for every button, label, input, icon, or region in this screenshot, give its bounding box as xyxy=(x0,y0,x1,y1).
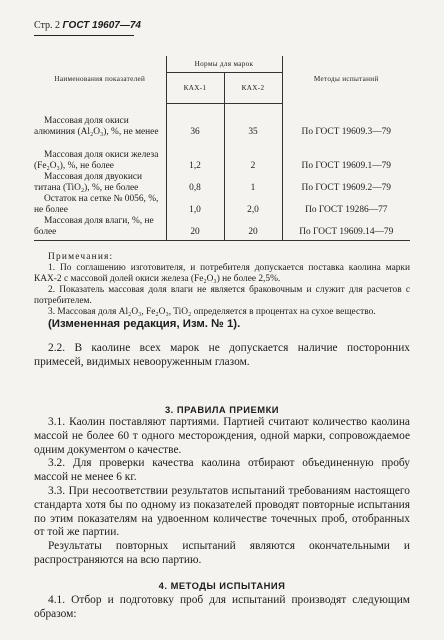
section-4-heading: 4. МЕТОДЫ ИСПЫТАНИЯ xyxy=(158,580,286,591)
norms-table xyxy=(34,56,410,241)
table-row xyxy=(34,138,410,172)
table-row xyxy=(34,172,410,194)
row-value-kax2: 2,0 xyxy=(224,194,282,216)
section-4-body xyxy=(34,594,410,622)
notes-title: Примечания: xyxy=(48,252,114,262)
col-header-kax1: КАХ-1 xyxy=(166,73,224,104)
row-value-kax2: 1 xyxy=(224,172,282,194)
paragraph-3-1: 3.1. Каолин поставляют партиями. Партией считают количество каолина массой не более 60 т одного месторождения, одной марки, сопровождаемое одним документом о качестве. xyxy=(34,416,410,456)
note-3: 3. Массовая доля Al₂O₃, Fe₂O₃, TiO₂ определяется в процентах на сухое вещество. xyxy=(48,307,376,317)
row-value-kax2: 2 xyxy=(224,138,282,172)
page-header xyxy=(34,20,141,31)
col-header-kax2: КАХ-2 xyxy=(224,73,282,104)
page-number: Стр. 2 xyxy=(34,20,61,31)
col-header-norms: Нормы для марок xyxy=(166,56,282,73)
row-method: По ГОСТ 19286—77 xyxy=(305,205,388,215)
gost-number: ГОСТ 19607—74 xyxy=(62,20,141,31)
row-method: По ГОСТ 19609.1—79 xyxy=(301,161,391,171)
row-name: Массовая доля окиси алюминия (Al₂O₃), %, не менее xyxy=(34,116,159,137)
paragraph-3-3-results: Результаты повторных испытаний являются окончательными и распространяются на всю партию. xyxy=(34,540,410,566)
paragraph-4-1: 4.1. Отбор и подготовку проб для испытаний производят следующим образом: xyxy=(34,594,410,620)
section-3-body xyxy=(34,416,410,568)
note-1: 1. По соглашению изготовителя, и потребителя допускается поставка каолина марки КАХ-2 с массовой долей окиси железа (Fe₂O₃) не более 2,5%. xyxy=(34,263,410,284)
row-value-kax2: 20 xyxy=(224,216,282,241)
notes-block xyxy=(34,252,410,318)
row-value-kax1: 1,0 xyxy=(166,194,224,216)
row-name: Массовая доля двуокиси титана (TiO₂), %, не более xyxy=(34,172,143,193)
row-name: Остаток на сетке № 0056, %, не более xyxy=(34,194,159,215)
table-row xyxy=(34,194,410,216)
paragraph-2-2 xyxy=(34,342,410,370)
paragraph-2-2-text: 2.2. В каолине всех марок не допускается наличие посторонних примесей, видимых невооруженным глазом. xyxy=(34,342,410,368)
edition-note xyxy=(34,318,410,332)
edition-text: (Измененная редакция, Изм. № 1). xyxy=(48,318,241,330)
note-2: 2. Показатель массовая доля влаги не является браковочным и служит для расчетов с потребителем. xyxy=(34,285,410,306)
section-3-heading: 3. ПРАВИЛА ПРИЕМКИ xyxy=(164,404,280,415)
row-method: По ГОСТ 19609.14—79 xyxy=(282,216,410,241)
header-rule xyxy=(34,35,134,36)
paragraph-3-3: 3.3. При несоответствии результатов испытаний требованиям настоящего стандарта хотя бы по одному из показателей проводят повторные испытания по этим показателям на удвоенном количестве точечных проб, отобранных от той же партии. xyxy=(34,484,410,539)
col-header-methods: Методы испытаний xyxy=(313,75,379,84)
table-row xyxy=(34,104,410,139)
table-row xyxy=(34,216,410,241)
row-value-kax1: 1,2 xyxy=(166,138,224,172)
row-value-kax1: 36 xyxy=(166,104,224,139)
row-method: По ГОСТ 19609.2—79 xyxy=(301,183,391,193)
row-value-kax2: 35 xyxy=(224,104,282,139)
row-value-kax1: 0,8 xyxy=(166,172,224,194)
row-method: По ГОСТ 19609.3—79 xyxy=(301,127,391,137)
row-name: Массовая доля влаги, %, не более xyxy=(34,216,166,241)
row-value-kax1: 20 xyxy=(166,216,224,241)
paragraph-3-2: 3.2. Для проверки качества каолина отбирают объединенную пробу массой не менее 6 кг. xyxy=(34,457,410,484)
col-header-name: Наименования показателей xyxy=(54,75,146,84)
row-name: Массовая доля окиси железа (Fe₂O₃), %, не более xyxy=(34,150,159,171)
